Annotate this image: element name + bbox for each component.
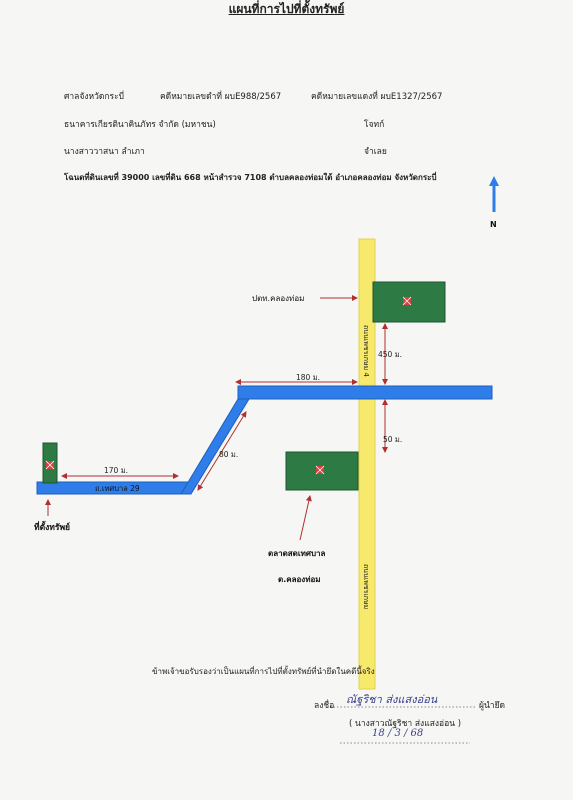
market-sublabel: ต.คลองท่อม [278,575,321,584]
signature-mark: ณัฐริชา ส่งแสงอ่อน [346,693,438,706]
north-arrow-icon [489,176,499,212]
property-block [43,443,57,483]
distance-80m: 80 ม. [219,450,239,459]
signer-role: ผู้นำยึด [479,701,506,711]
distance-50m: 50 ม. [383,435,403,444]
certification-statement: ข้าพเจ้าขอรับรองว่าเป็นแผนที่การไปที่ตั้งทรัพย์ที่นำยึดในคดีนี้จริง [152,667,375,676]
north-label: N [490,220,497,229]
defendant-name: นางสาววาสนา ลำเภา [64,147,145,157]
black-case-number: คดีหมายเลขดำที่ ผบE988/2567 [160,92,282,102]
distance-170m: 170 ม. [104,466,129,475]
signature-prefix: ลงชื่อ [314,701,335,711]
signature-date: 18 / 3 / 68 [372,728,424,739]
red-case-number: คดีหมายเลขแดงที่ ผบE1327/2567 [311,92,443,102]
court-name: ศาลจังหวัดกระบี่ [64,92,125,102]
highway-label-lower: ถนนเพชรเกษม [362,564,370,610]
road-label: ถ.เทศบาล 29 [95,484,140,493]
market-label: ตลาดสดเทศบาล [268,549,326,558]
signer-printed-name: ( นางสาวณัฐริชา ส่งแสงอ่อน ) [349,719,462,729]
distance-450m: 450 ม. [378,350,403,359]
property-label: ที่ตั้งทรัพย์ [34,523,71,533]
ptt-station-label: ปตท.คลองท่อม [252,294,305,303]
page-title: แผนที่การไปที่ตั้งทรัพย์ [228,2,345,16]
municipal-road [37,386,492,494]
market-block [286,452,358,490]
ptt-station-block [373,282,445,322]
land-deed-info: โฉนดที่ดินเลขที่ 39000 เลขที่ดิน 668 หน้าสำรวจ 7108 ตำบลคลองท่อมใต้ อำเภอคลองท่อม จังหวัดกระบี่ [64,173,437,182]
distance-180m: 180 ม. [296,373,321,382]
highway-label: ถนนเพชรเกษม 4 [362,325,370,377]
plaintiff-name: ธนาคารเกียรตินาคินภัทร จำกัด (มหาชน) [64,120,216,130]
defendant-role: จำเลย [364,147,387,157]
plaintiff-role: โจทก์ [364,120,385,130]
